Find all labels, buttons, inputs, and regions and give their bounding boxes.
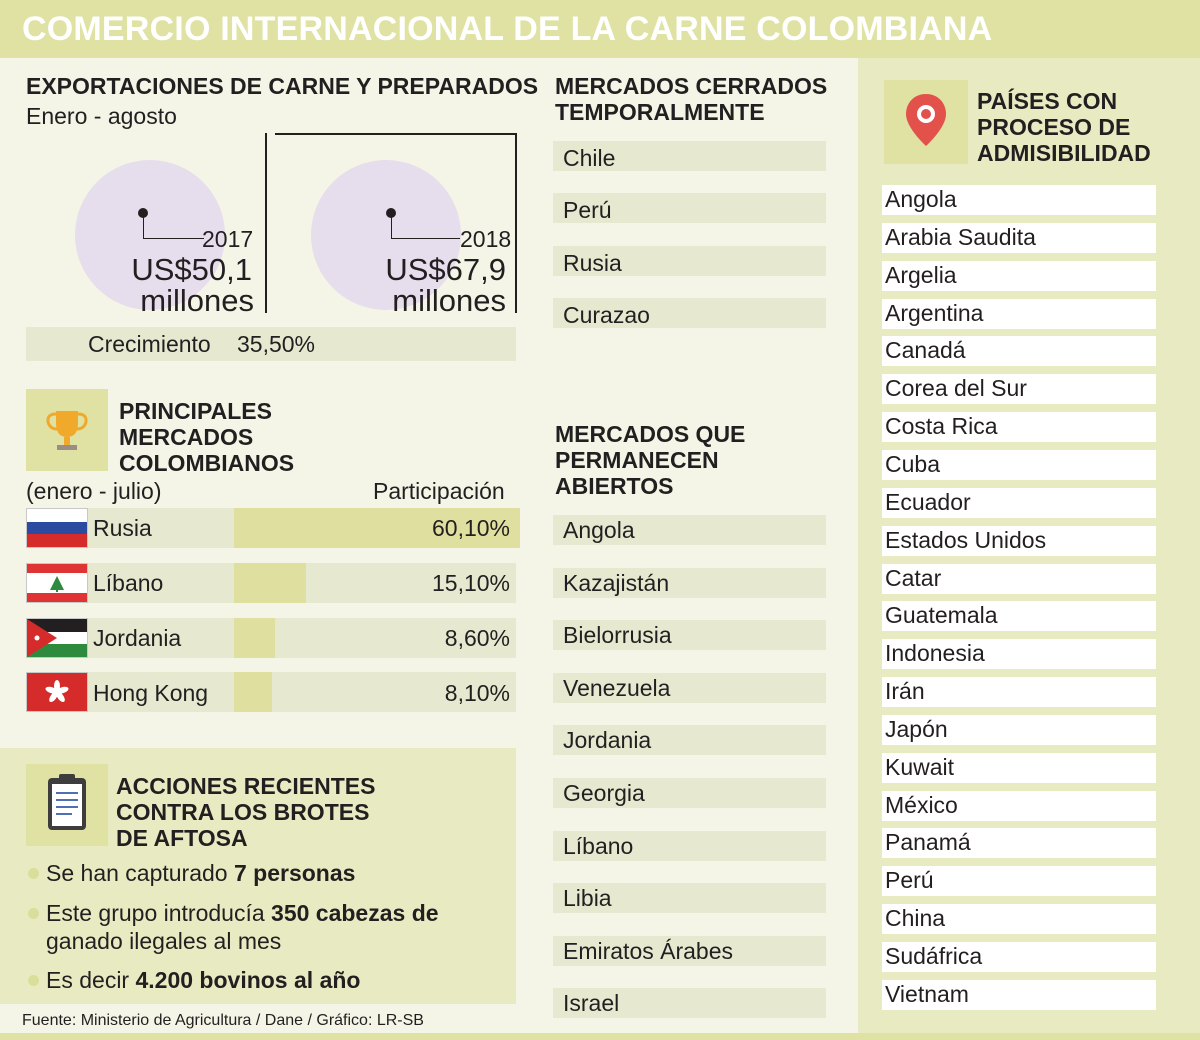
actions-title-1: ACCIONES RECIENTES xyxy=(116,773,376,799)
admissibility-country-label: Vietnam xyxy=(885,980,969,1007)
admissibility-country-label: Perú xyxy=(885,867,934,894)
open-market-label: Bielorrusia xyxy=(563,622,672,649)
open-market-label: Angola xyxy=(563,517,635,543)
admissibility-country-label: China xyxy=(885,905,946,932)
admissibility-country-label: Argentina xyxy=(885,299,984,326)
market-country: Rusia xyxy=(93,515,152,541)
location-pin-icon xyxy=(884,80,968,164)
admissibility-country-label: Indonesia xyxy=(885,640,985,667)
closed-market-label: Chile xyxy=(563,145,616,171)
export-2017-year: 2017 xyxy=(202,226,254,252)
exports-divider xyxy=(265,133,267,313)
trophy-icon xyxy=(26,389,108,471)
exports-title: EXPORTACIONES DE CARNE Y PREPARADOS xyxy=(26,73,539,99)
admissibility-country-label: Catar xyxy=(885,564,942,591)
admissibility-country-label: Kuwait xyxy=(885,753,955,780)
admissibility-country-label: Japón xyxy=(885,715,948,742)
lebanon-flag-icon xyxy=(26,563,88,603)
markets-title-3: COLOMBIANOS xyxy=(119,450,295,476)
open-market-label: Kazajistán xyxy=(563,569,670,596)
export-2018-leader xyxy=(391,214,460,239)
export-2018-unit: millones xyxy=(392,283,506,318)
growth-value: 35,50% xyxy=(237,331,316,357)
market-share-bar xyxy=(234,563,306,603)
markets-share-header: Participación xyxy=(373,478,505,504)
markets-title-1: PRINCIPALES xyxy=(119,398,272,424)
admissibility-country-label: Irán xyxy=(885,678,925,705)
hong-kong-flag-icon xyxy=(26,672,88,712)
actions-title-2: CONTRA LOS BROTES xyxy=(116,799,370,825)
open-market-label: Emiratos Árabes xyxy=(563,937,734,964)
markets-period: (enero - julio) xyxy=(26,478,162,504)
market-share: 8,10% xyxy=(444,680,510,706)
market-country: Jordania xyxy=(93,625,182,651)
admissibility-country-label: Arabia Saudita xyxy=(885,223,1036,250)
admissibility-title-1: PAÍSES CON xyxy=(977,88,1118,114)
open-title-3: ABIERTOS xyxy=(555,473,674,499)
russia-flag-icon xyxy=(26,508,88,548)
exports-right-rule xyxy=(515,133,517,313)
jordan-flag-icon xyxy=(26,618,88,658)
growth-label: Crecimiento xyxy=(88,331,211,357)
closed-market-label: Perú xyxy=(563,197,612,224)
export-2018-value: US$67,9 xyxy=(385,252,506,287)
admissibility-country-label: Estados Unidos xyxy=(885,526,1047,553)
bottom-rule xyxy=(0,1033,1200,1040)
market-share: 8,60% xyxy=(444,625,510,651)
open-title-2: PERMANECEN xyxy=(555,447,719,473)
closed-market-label: Curazao xyxy=(563,301,650,328)
closed-market-label: Rusia xyxy=(563,249,622,276)
footer-source: Fuente: Ministerio de Agricultura / Dane / Gráfico: LR-SB xyxy=(22,1012,424,1029)
clipboard-icon-box xyxy=(26,764,108,846)
pin-icon-box xyxy=(884,80,968,164)
action-bullet-3: Es decir 4.200 bovinos al año xyxy=(46,967,361,993)
admissibility-country-label: Costa Rica xyxy=(885,413,998,440)
closed-title-2: TEMPORALMENTE xyxy=(555,99,765,125)
open-market-label: Libia xyxy=(563,885,612,912)
markets-title-2: MERCADOS xyxy=(119,424,254,450)
page-title: COMERCIO INTERNACIONAL DE LA CARNE COLOMBIANA xyxy=(22,10,993,48)
export-2017-leader xyxy=(143,214,204,239)
bullet-dot xyxy=(28,975,39,986)
trophy-icon-box xyxy=(26,389,108,471)
open-title-1: MERCADOS QUE xyxy=(555,421,746,447)
admissibility-country-label: Argelia xyxy=(885,261,957,288)
admissibility-title-2: PROCESO DE xyxy=(977,114,1131,140)
admissibility-country-label: Sudáfrica xyxy=(885,943,983,969)
exports-top-rule xyxy=(275,133,517,135)
open-market-label: Jordania xyxy=(563,727,652,754)
action-bullet-2-cont: ganado ilegales al mes xyxy=(46,928,282,954)
market-country: Líbano xyxy=(93,570,164,596)
bullet-dot xyxy=(28,908,39,919)
open-market-label: Georgia xyxy=(563,780,645,806)
clipboard-icon xyxy=(26,764,108,846)
action-bullet-1: Se han capturado 7 personas xyxy=(46,860,356,886)
market-share: 60,10% xyxy=(431,515,510,541)
admissibility-country-label: Corea del Sur xyxy=(885,375,1027,402)
market-share: 15,10% xyxy=(431,570,510,596)
market-share-bar xyxy=(234,672,272,712)
admissibility-country-label: Guatemala xyxy=(885,602,998,629)
open-market-label: Israel xyxy=(563,990,620,1017)
admissibility-title-3: ADMISIBILIDAD xyxy=(977,140,1151,166)
admissibility-country-label: Ecuador xyxy=(885,488,971,515)
export-2018-year: 2018 xyxy=(460,226,512,252)
export-2017-unit: millones xyxy=(140,283,254,318)
market-share-bar xyxy=(234,618,275,658)
export-2017-value: US$50,1 xyxy=(131,252,252,287)
market-country: Hong Kong xyxy=(93,680,209,706)
open-market-label: Venezuela xyxy=(563,674,671,701)
action-bullet-2: Este grupo introducía 350 cabezas de xyxy=(46,900,439,926)
admissibility-country-label: Panamá xyxy=(885,829,971,856)
open-market-label: Líbano xyxy=(563,832,634,859)
actions-title-3: DE AFTOSA xyxy=(116,825,248,851)
closed-title-1: MERCADOS CERRADOS xyxy=(555,73,828,99)
admissibility-country-label: Canadá xyxy=(885,337,966,364)
admissibility-country-label: Angola xyxy=(885,186,957,212)
bullet-dot xyxy=(28,868,39,879)
admissibility-country-label: México xyxy=(885,791,958,818)
admissibility-country-label: Cuba xyxy=(885,450,940,477)
exports-period: Enero - agosto xyxy=(26,103,177,129)
